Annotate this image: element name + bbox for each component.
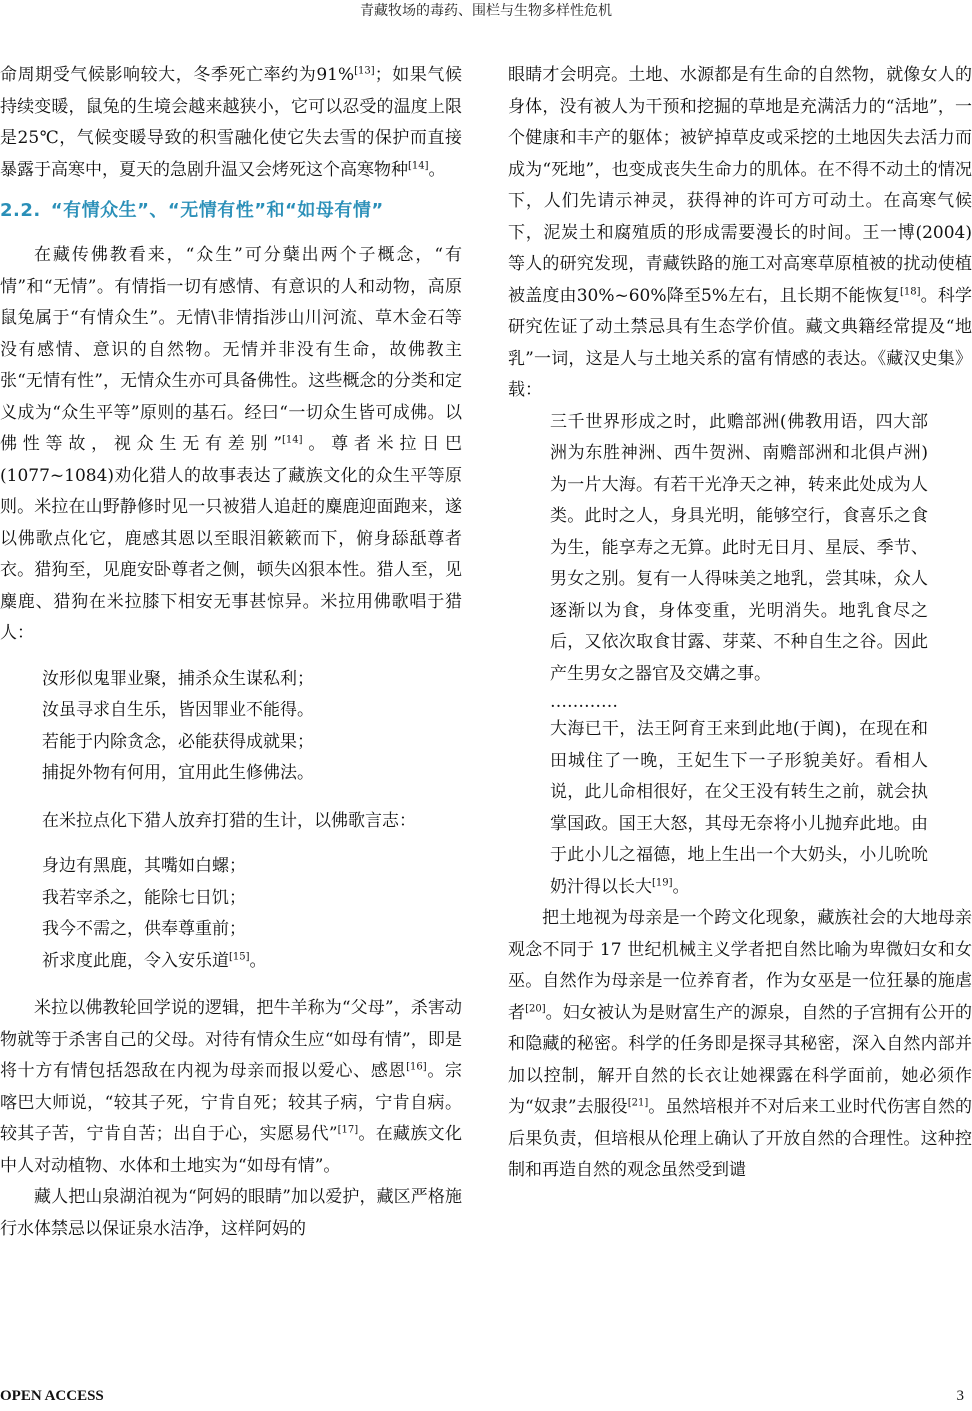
paragraph-mothers-eyes: 藏人把山泉湖泊视为“阿妈的眼睛”加以爱护，藏区严格施行水体禁忌以保证泉水洁净，这样阿妈的 — [0, 1187, 462, 1239]
left-column — [0, 60, 462, 1245]
verse-line: 若能于内除贪念，必能获得成就果； — [42, 731, 314, 752]
verse-line: 祈求度此鹿，令入安乐道[15]。 — [42, 950, 267, 971]
citation[interactable]: [21] — [627, 1097, 649, 1109]
verse-line: 我今不需之，供奉尊重前； — [42, 919, 246, 939]
ellipsis-separator: ………… — [550, 692, 618, 712]
citation[interactable]: [14] — [408, 159, 429, 171]
open-access-label: OPEN ACCESS — [0, 1388, 104, 1404]
verse-line: 汝形似鬼罪业聚，捕杀众生谋私利； — [42, 668, 314, 689]
verse-line: 捕捉外物有何用，宜用此生修佛法。 — [42, 763, 314, 783]
paragraph-intro: 命周期受气候影响较大，冬季死亡率约为91%[13]；如果气候持续变暖，鼠兔的生境会越来越狭小，它可以忍受的温度上限是25℃，气候变暖导致的积雪融化使它失去雪的保护而直接暴露于高寒中，夏天的急剧升温又会烤死这个高寒物种[14]。 — [0, 65, 462, 180]
citation[interactable]: [20] — [525, 1002, 546, 1014]
paragraph-living-land: 眼睛才会明亮。土地、水源都是有生命的自然物，就像女人的身体，没有被人为干预和挖掘的草地是充满活力的“活地”，一个健康和丰产的躯体；被铲掉草皮或采挖的土地因失去活力而成为“死地”，也变成丧失生命力的肌体。在不得不动土的情况下，人们先请示神灵，获得神的许可方可动土。在高寒气候下，泥炭土和腐殖质的形成需要漫长的时间。王一博(2004)等人的研究发现，青藏铁路的施工对高寒草原植被的扰动使植被盖度由30%~60%降至5%左右，且长期不能恢复[18]。科学研究佐证了动土禁忌具有生态学价值。藏文典籍经常提及“地乳”一词，这是人与土地关系的富有情感的表达。《藏汉史集》载： — [508, 65, 972, 400]
block-quote-earth-milk: 三千世界形成之时，此赡部洲(佛教用语，四大部洲为东胜神洲、西牛贺洲、南赡部洲和北俱卢洲)为一片大海。有若干光净天之神，转来此处成为人类。此时之人，身具光明，能够空行，食喜乐之食为生，能享寿之无算。此时无日月、星辰、季节、男女之别。复有一人得味美之地乳，尝其味，众人逐渐以为食，身体变重，光明消失。地乳食尽之后，又依次取食甘露、芽菜、不种自生之谷。因此产生男女之器官及交媾之事。 — [550, 411, 928, 684]
paragraph-like-mother: 米拉以佛教轮回学说的逻辑，把牛羊称为“父母”，杀害动物就等于杀害自己的父母。对待有情众生应“如母有情”，即是将十方有情包括怨敌在内视为母亲而报以爱心、感恩[16]。宗喀巴大师说，“较其子死，宁肯自死；较其子病，宁肯自病。较其子苦，宁肯自苦；出自于心，实愿易代”[17]。在藏族文化中人对动植物、水体和土地实为“如母有情”。 — [0, 998, 463, 1176]
verse-line: 身边有黑鹿，其嘴如白螺； — [42, 856, 246, 876]
citation[interactable]: [17] — [337, 1124, 359, 1136]
verse-line: 我若宰杀之，能除七日饥； — [42, 887, 246, 908]
citation[interactable]: [19] — [652, 876, 673, 888]
section-heading: 2.2. “有情众生”、“无情有性”和“如母有情” — [0, 200, 384, 221]
citation[interactable]: [16] — [406, 1061, 427, 1073]
citation[interactable]: [15] — [229, 950, 250, 962]
running-header: 青藏牧场的毒药、围栏与生物多样性危机 — [360, 3, 612, 19]
block-quote-khotan: 大海已干，法王阿育王来到此地(于阗)，在现在和田城住了一晚，王妃生下一子形貌美好。看相人说，此儿命相很好，在父王没有转生之前，就会执掌国政。国王大怒，其母无奈将小儿抛弃此地。由于此小儿之福德，地上生出一个大奶头，小儿吮吮奶汁得以长大[19]。 — [550, 719, 928, 897]
citation[interactable]: [13] — [354, 65, 375, 77]
citation[interactable]: [14] — [282, 434, 303, 446]
page-number: 3 — [956, 1388, 964, 1404]
paragraph-hunter-converted: 在米拉点化下猎人放弃打猎的生计，以佛歌言志： — [42, 810, 416, 831]
verse-milarepa-to-hunter — [0, 664, 462, 790]
citation[interactable]: [18] — [899, 285, 921, 297]
right-column — [508, 60, 972, 1187]
verse-line: 汝虽寻求自生乐，皆因罪业不能得。 — [42, 700, 314, 720]
paragraph-sentient-beings: 在藏传佛教看来，“众生”可分蘖出两个子概念，“有情”和“无情”。有情指一切有感情、有意识的人和动物，高原鼠兔属于“有情众生”。无情\非情指涉山川河流、草木金石等没有感情、意识的自然物。无情并非没有生命，故佛教主张“无情有性”，无情众生亦可具备佛性。这些概念的分类和定义成为“众生平等”原则的基石。经曰“一切众生皆可成佛。以佛性等故，视众生无有差别”[14]。尊者米拉日巴(1077~1084)劝化猎人的故事表达了藏族文化的众生平等原则。米拉在山野静修时见一只被猎人追赶的麋鹿迎面跑来，遂以佛歌点化它，鹿感其恩以至眼泪簌簌而下，俯身舔舐尊者衣。猎狗至，见鹿安卧尊者之侧，顿失凶狠本性。猎人至，见麋鹿、猎狗在米拉膝下相安无事甚惊异。米拉用佛歌唱于猎人： — [0, 245, 463, 643]
verse-hunter-vow — [0, 851, 462, 977]
paragraph-earth-mother: 把土地视为母亲是一个跨文化现象，藏族社会的大地母亲观念不同于 17 世纪机械主义学者把自然比喻为卑微妇女和女巫。自然作为母亲是一位养育者，作为女巫是一位狂暴的施虐者[20]。妇女被认为是财富生产的源泉，自然的子宫拥有公开的和隐藏的秘密。科学的任务即是探寻其秘密，深入自然内部并加以控制，解开自然的长衣让她裸露在科学面前，她必须作为“奴隶”去服役[21]。虽然培根并不对后来工业时代伤害自然的后果负责，但培根从伦理上确认了开放自然的合理性。这种控制和再造自然的观念虽然受到谴 — [508, 908, 972, 1180]
